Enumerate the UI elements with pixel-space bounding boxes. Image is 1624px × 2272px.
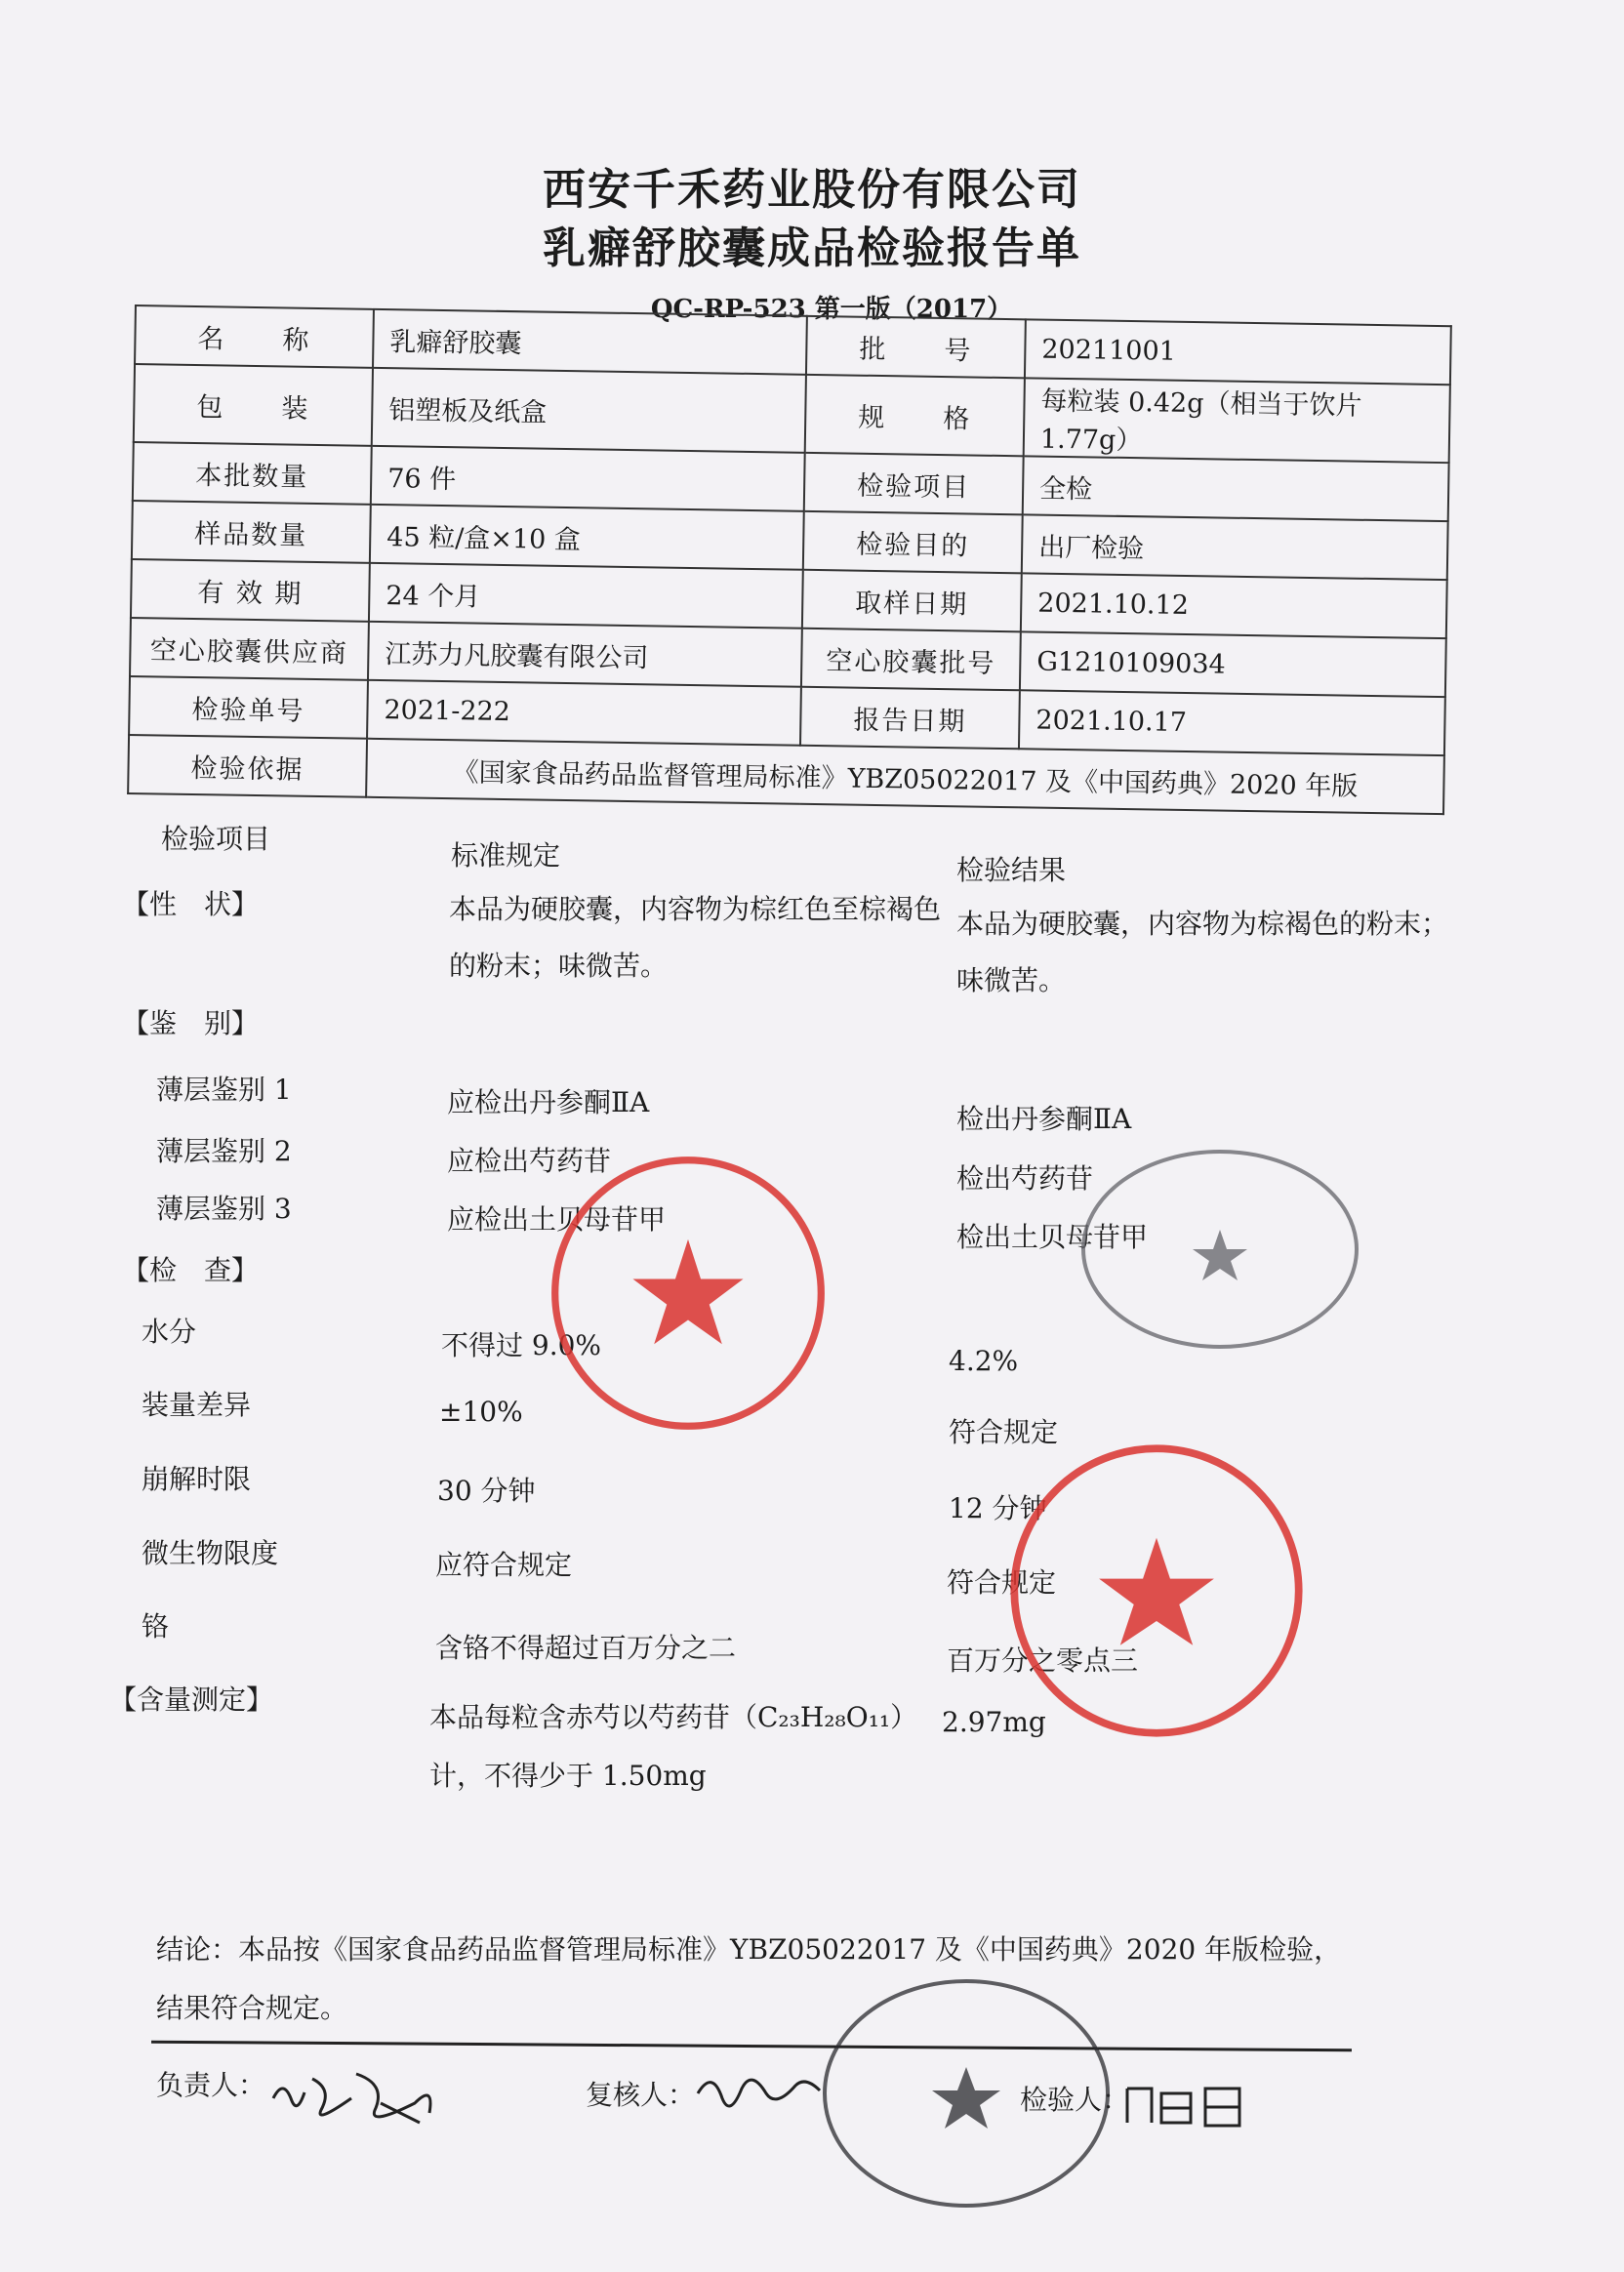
check-standard-2: ±10% <box>439 1396 523 1428</box>
section-identification: 【鉴 别】 <box>122 1007 260 1039</box>
capsule-batch-value: G1210109034 <box>1020 631 1446 697</box>
report-title: 乳癖舒胶囊成品检验报告单 <box>543 223 1081 273</box>
conclusion: 结论：本品按《国家食品药品监督管理局标准》YBZ05022017 及《中国药典》2020 年版检验，结果符合规定。 <box>156 1933 1342 2024</box>
validity-label: 有 效 期 <box>131 559 370 622</box>
quantity-value: 76 件 <box>371 446 805 511</box>
pack-label: 包 装 <box>134 364 373 446</box>
qc-stamp-grey <box>1074 1142 1366 1357</box>
col-header-result: 检验结果 <box>956 854 1067 886</box>
character-standard: 本品为硬胶囊，内容物为棕红色至棕褐色的粉末；味微苦。 <box>449 893 942 982</box>
check-result-1: 4.2% <box>949 1345 1019 1377</box>
inspection-item-label: 检验项目 <box>804 453 1024 515</box>
sample-value: 45 粒/盒×10 盒 <box>370 505 804 570</box>
document-number: QC-RP-523 第一版（2017） <box>650 295 1013 324</box>
check-item-5: 铬 <box>142 1610 170 1643</box>
check-item-4: 微生物限度 <box>142 1537 279 1569</box>
batch-value: 20211001 <box>1025 319 1451 385</box>
supplier-label: 空心胶囊供应商 <box>130 618 369 680</box>
assay-result: 2.97mg <box>942 1706 1046 1738</box>
check-result-2: 符合规定 <box>949 1416 1059 1448</box>
check-standard-1: 不得过 9.0% <box>441 1329 602 1361</box>
pack-value: 铝塑板及纸盒 <box>372 368 806 453</box>
section-check: 【检 查】 <box>122 1254 260 1286</box>
section-character: 【性 状】 <box>122 888 260 920</box>
name-label: 名 称 <box>135 305 374 368</box>
qc-stamp-bottom <box>815 1971 1117 2215</box>
sample-label: 样品数量 <box>132 501 371 563</box>
spec-label: 规 格 <box>805 375 1025 457</box>
col-header-item: 检验项目 <box>161 823 271 855</box>
ident-item-3: 薄层鉴别 3 <box>156 1193 292 1225</box>
report-date-label: 报告日期 <box>800 687 1020 750</box>
purpose-label: 检验目的 <box>803 511 1023 574</box>
assay-standard: 本品每粒含赤芍以芍药苷（C₂₃H₂₈O₁₁）计，不得少于 1.50mg <box>429 1701 918 1792</box>
basis-value: 《国家食品药品监督管理局标准》YBZ05022017 及《中国药典》2020 年版 <box>366 739 1444 814</box>
supplier-stamp <box>547 1152 830 1435</box>
distributor-stamp <box>1005 1440 1308 1742</box>
ident-standard-1: 应检出丹参酮ⅡA <box>447 1086 650 1118</box>
product-info-table <box>127 304 1452 815</box>
ident-result-1: 检出丹参酮ⅡA <box>956 1103 1132 1135</box>
batch-label: 批 号 <box>806 316 1026 379</box>
check-standard-5: 含铬不得超过百万分之二 <box>435 1632 737 1664</box>
supplier-value: 江苏力凡胶囊有限公司 <box>368 622 802 687</box>
check-item-1: 水分 <box>142 1316 197 1348</box>
ident-standard-2: 应检出芍药苷 <box>447 1145 612 1177</box>
responsible-label: 负责人： <box>156 2069 266 2101</box>
check-standard-4: 应符合规定 <box>435 1549 573 1581</box>
ident-standard-3: 应检出土贝母苷甲 <box>447 1203 667 1236</box>
check-result-3: 12 分钟 <box>949 1492 1047 1524</box>
character-result: 本品为硬胶囊，内容物为棕褐色的粉末；味微苦。 <box>956 908 1449 996</box>
ident-item-1: 薄层鉴别 1 <box>156 1074 292 1106</box>
check-item-2: 装量差异 <box>142 1389 252 1421</box>
ident-result-3: 检出土贝母苷甲 <box>956 1221 1149 1253</box>
inspection-item-value: 全检 <box>1023 456 1449 521</box>
inspector-label: 检验人： <box>1020 2084 1130 2116</box>
ident-item-2: 薄层鉴别 2 <box>156 1135 292 1167</box>
capsule-batch-label: 空心胶囊批号 <box>801 629 1021 691</box>
ident-result-2: 检出芍药苷 <box>956 1162 1094 1195</box>
inspection-no-value: 2021-222 <box>367 680 801 746</box>
check-result-5: 百万分之零点三 <box>947 1644 1139 1677</box>
reviewer-label: 复核人： <box>586 2079 696 2111</box>
inspector-signature <box>1122 2074 1249 2132</box>
inspection-no-label: 检验单号 <box>129 676 368 739</box>
basis-label: 检验依据 <box>128 735 367 797</box>
section-assay: 【含量测定】 <box>109 1684 274 1716</box>
purpose-value: 出厂检验 <box>1022 514 1448 580</box>
check-item-3: 崩解时限 <box>142 1463 252 1495</box>
check-result-4: 符合规定 <box>947 1566 1057 1599</box>
col-header-standard: 标准规定 <box>451 839 561 872</box>
spec-value: 每粒装 0.42g（相当于饮片 1.77g） <box>1024 378 1450 463</box>
company-name: 西安千禾药业股份有限公司 <box>543 165 1081 215</box>
check-standard-3: 30 分钟 <box>437 1475 536 1507</box>
sampling-date-value: 2021.10.12 <box>1021 573 1447 638</box>
responsible-signature <box>264 2049 459 2137</box>
name-value: 乳癖舒胶囊 <box>373 309 807 375</box>
quantity-label: 本批数量 <box>133 442 372 505</box>
report-date-value: 2021.10.17 <box>1019 690 1445 755</box>
sampling-date-label: 取样日期 <box>802 570 1022 632</box>
validity-value: 24 个月 <box>369 563 803 629</box>
